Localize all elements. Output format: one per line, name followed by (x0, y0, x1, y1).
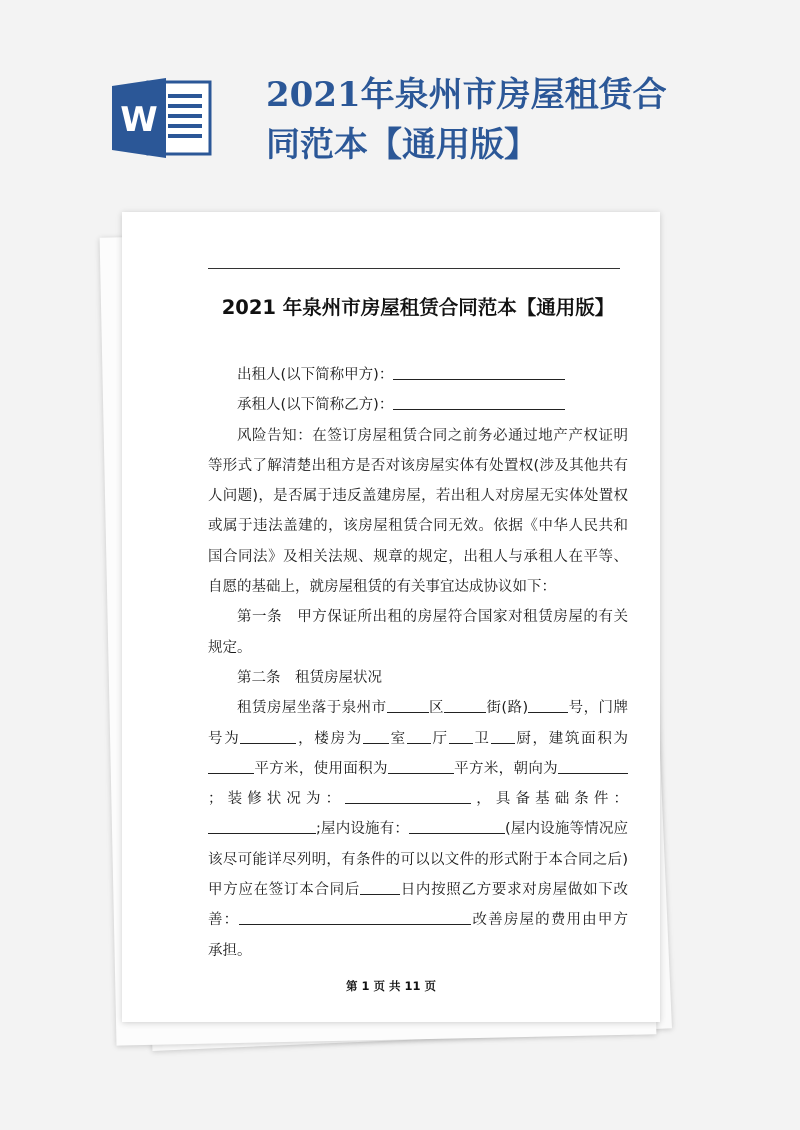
a2-text-14: ;屋内设施有： (316, 821, 410, 838)
article-2-body (208, 693, 628, 966)
facilities-blank (409, 817, 505, 834)
lessor-blank (393, 363, 565, 380)
a2-text-2: 区 (428, 700, 445, 717)
a2-text-6: 室 (388, 730, 407, 747)
a2-text-10: 平方米，使用面积为 (254, 760, 388, 777)
room-blank (363, 727, 389, 744)
decoration-blank (345, 787, 471, 804)
district-blank (387, 696, 429, 713)
a2-text-13: ，具备基础条件： (471, 791, 629, 808)
a2-text-3: 街(路) (486, 700, 529, 717)
a2-text-16: 日内按照乙方要求对房屋做如下改善： (208, 882, 628, 929)
lessor-line (208, 360, 628, 390)
lessee-line (208, 390, 628, 420)
document-title: 2021 年泉州市房屋租赁合同范本【通用版】 (221, 296, 615, 319)
word-document-icon (110, 76, 212, 160)
lessor-label: 出租人(以下简称甲方)： (237, 367, 394, 383)
document-page (122, 212, 660, 1022)
document-body (208, 360, 628, 966)
lessee-blank (393, 393, 565, 410)
kitchen-blank (491, 727, 515, 744)
days-blank (360, 878, 400, 895)
risk-notice: 风险告知：在签订房屋租赁合同之前务必通过地产产权证明等形式了解清楚出租方是否对该房屋实体有处置权(涉及其他共有人问题)，是否属于违反盖建房屋，若出租人对房屋无实体处置权或属于违法盖建的，该房屋租赁合同无效。依据《中华人民共和国合同法》及相关法规、规章的规定，出租人与承租人在平等、自愿的基础上，就房屋租赁的有关事宜达成协议如下： (208, 427, 628, 596)
a2-text-12: ；装修状况为： (208, 791, 346, 808)
header-title-line2: 同范本【通用版】 (266, 125, 538, 165)
a2-text-4: 号，门牌号为 (208, 700, 629, 747)
orientation-blank (558, 757, 628, 774)
a2-text-1: 租赁房屋坐落于泉州市 (237, 700, 387, 717)
a2-text-5: ，楼房为 (296, 730, 363, 747)
a2-text-15: (屋内设施等情况应该尽可能详尽列明，有条件的可以以文件的形式附于本合同之后)甲方应在签订本合同后 (208, 821, 628, 899)
page-header-title (266, 70, 766, 170)
a2-text-17: 改善房屋的费用由甲方承担。 (208, 912, 629, 959)
door-number-blank (240, 727, 296, 744)
bath-blank (449, 727, 473, 744)
page-footer: 第 1 页 共 11 页 (345, 979, 437, 993)
a2-text-11: 平方米，朝向为 (453, 760, 559, 777)
hall-blank (407, 727, 431, 744)
street-blank (444, 696, 486, 713)
a2-text-8: 卫 (472, 730, 491, 747)
number-blank (528, 696, 568, 713)
a2-text-9: 厨，建筑面积为 (514, 730, 629, 747)
building-area-blank (208, 757, 254, 774)
basic-conditions-blank (208, 817, 316, 834)
a2-text-7: 厅 (430, 730, 449, 747)
article-2-title: 第二条 租赁房屋状况 (237, 669, 382, 686)
lessee-label: 承租人(以下简称乙方)： (237, 397, 394, 414)
article-1: 第一条 甲方保证所出租的房屋符合国家对租赁房屋的有关规定。 (208, 609, 628, 656)
word-icon-letter: W (120, 100, 158, 140)
header-rule (208, 268, 620, 269)
header-title-line1: 2021年泉州市房屋租赁合 (266, 75, 667, 115)
improvement-blank (239, 908, 471, 925)
usable-area-blank (388, 757, 454, 774)
